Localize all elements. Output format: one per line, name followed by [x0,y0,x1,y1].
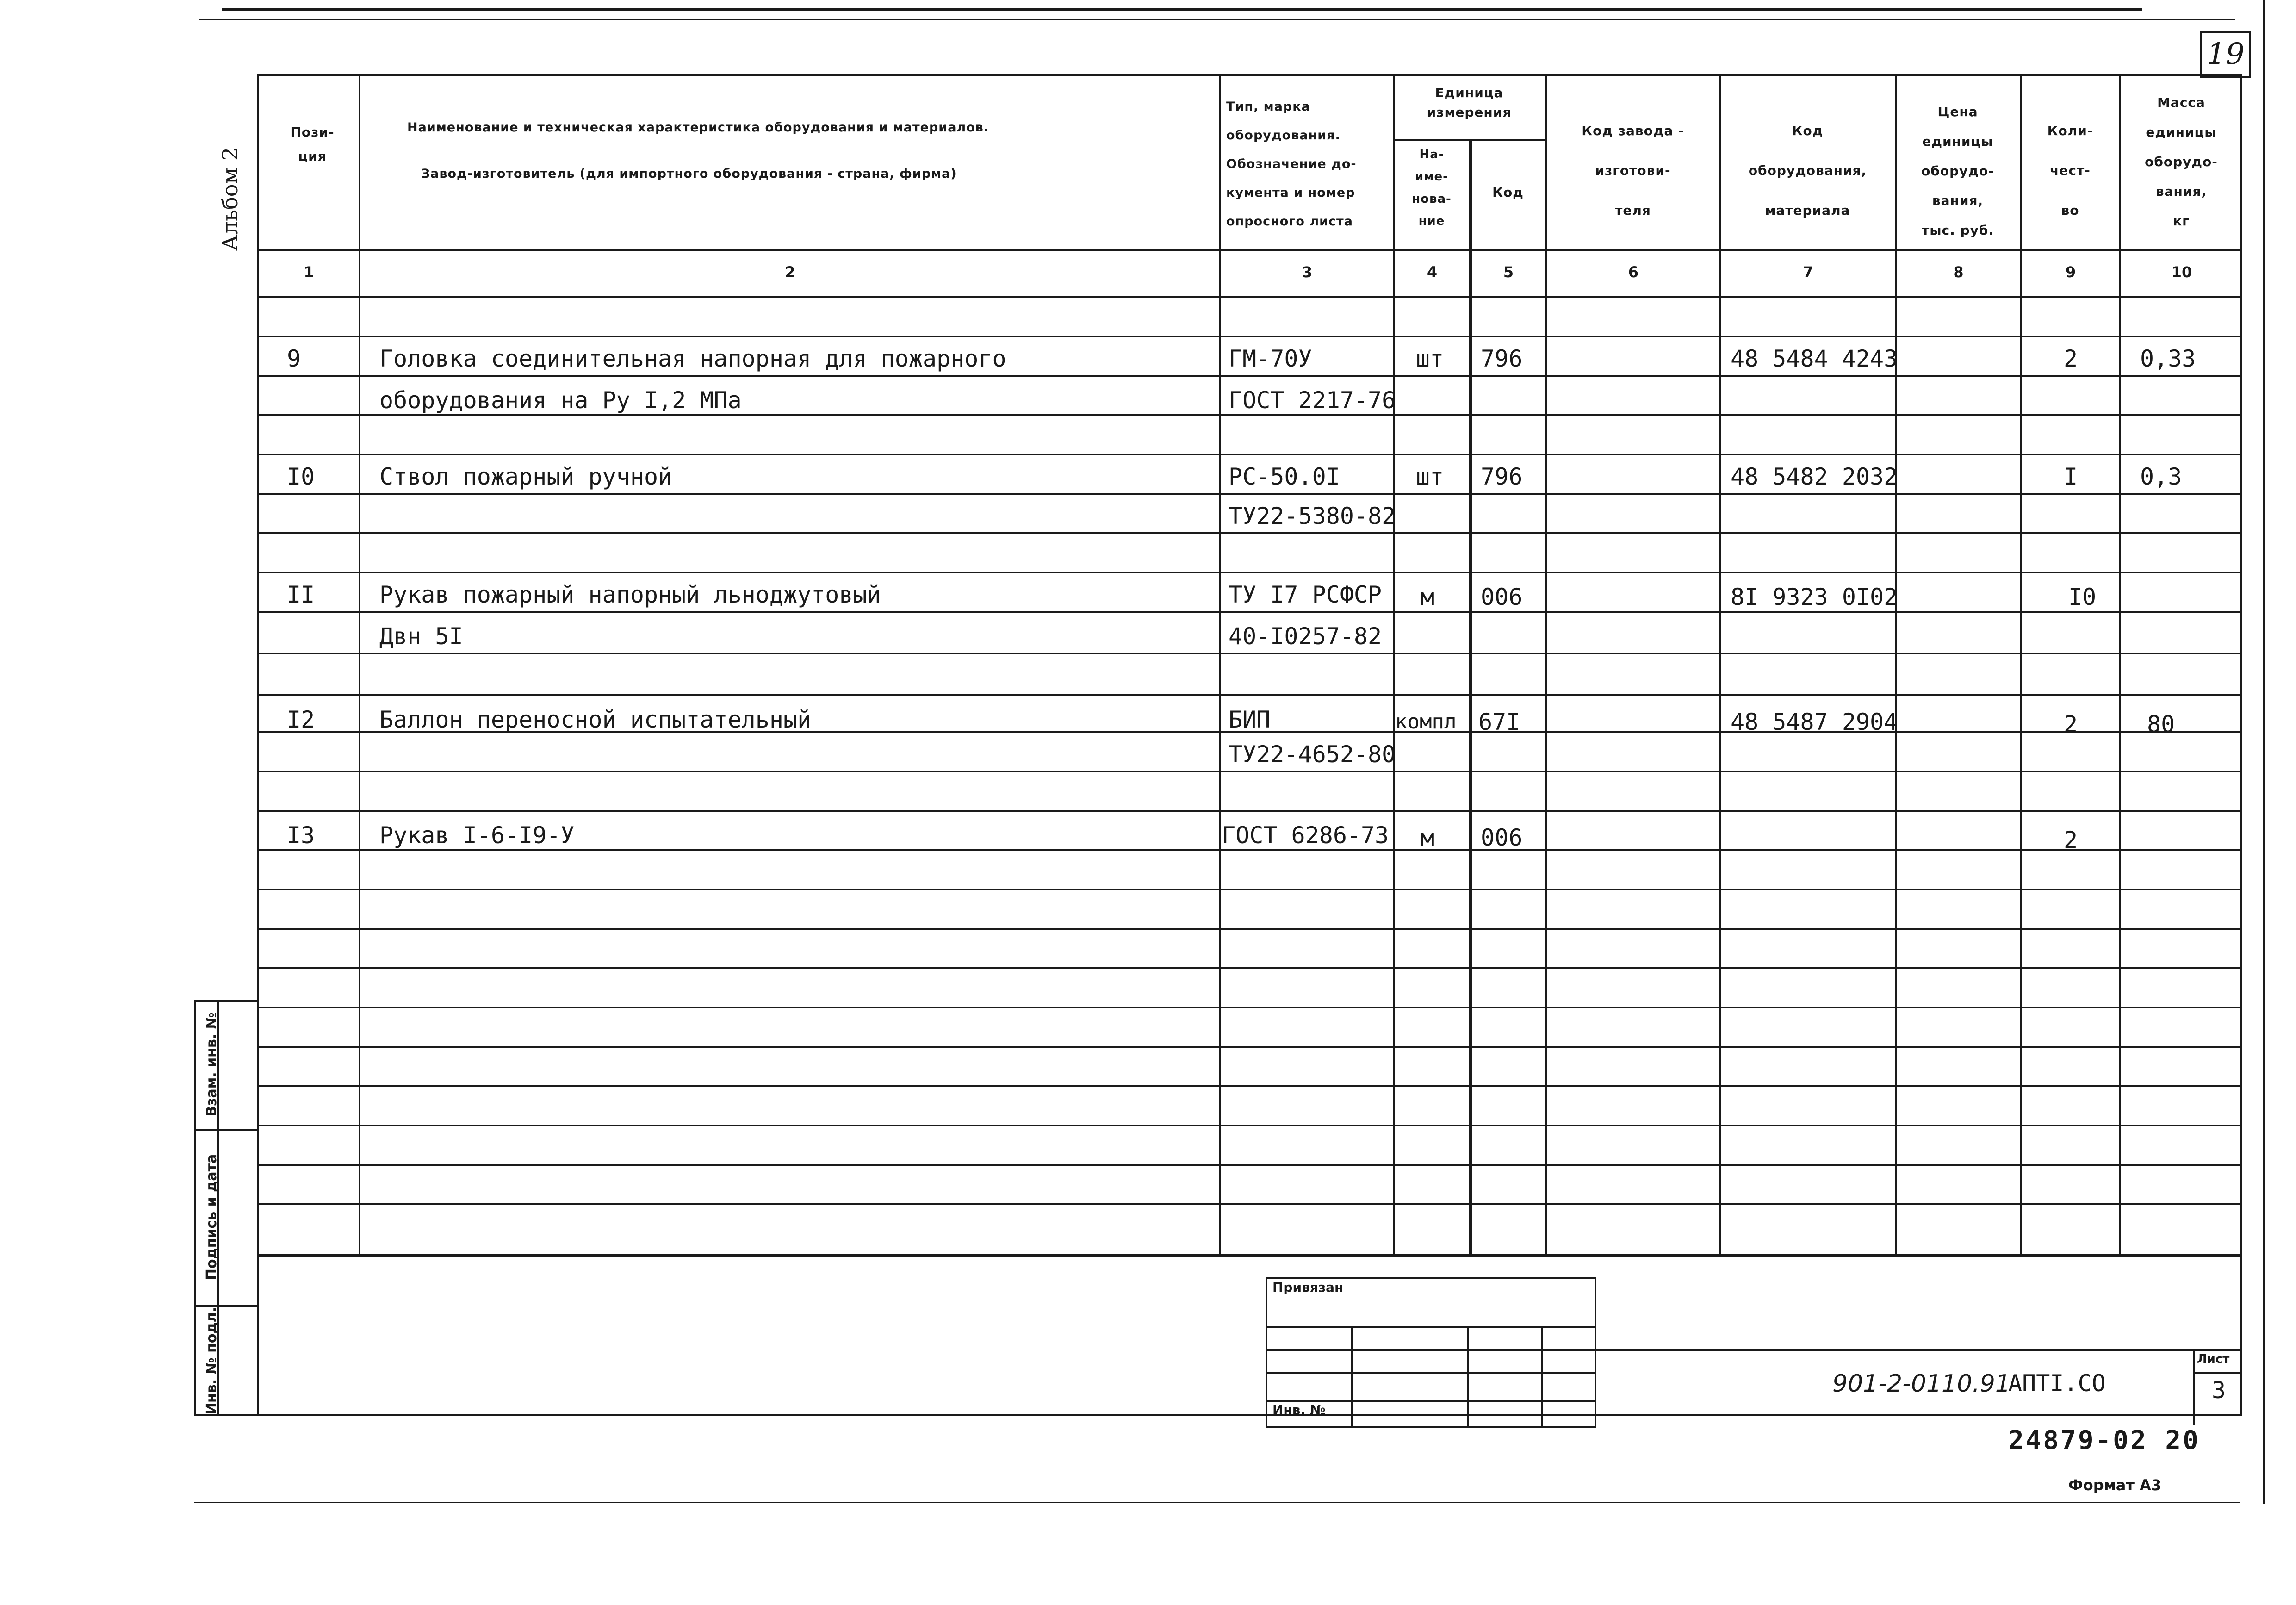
row-type: ГОСТ 2217-76 [1229,387,1396,414]
row-type: ГМ-70У [1229,345,1312,372]
designation: АПТI.СО [2008,1370,2106,1397]
header-name-line-1: Наименование и техническая характеристика оборудования и материалов. [407,120,989,135]
tied-stamp-divider [1467,1326,1469,1428]
header-price: Цена единицы оборудо- вания, тыс. руб. [1921,104,1994,238]
row-line [257,454,2242,455]
row-line [257,653,2242,654]
row-unit-code: 006 [1481,584,1523,610]
designation-handwritten: 901-2-0110.91 [1832,1370,2011,1398]
col-divider [1219,74,1221,1254]
header-mass: Масса единицы оборудо- вания, кг [2145,95,2218,229]
row-type: БИП [1229,706,1271,733]
row-unit: шт [1416,345,1444,372]
row-mass: 0,33 [2140,345,2196,372]
col-divider [1393,74,1395,1254]
row-qty: I0 [2068,584,2097,610]
row-line [257,611,2242,613]
row-unit: шт [1416,463,1444,490]
row-line [257,572,2242,573]
row-position: I3 [287,822,315,849]
row-type: ТУ I7 РСФСР [1229,581,1382,608]
title-block-top [1596,1349,2242,1351]
row-line [257,414,2242,416]
header-name-line-2: Завод-изготовитель (для импортного оборудования - страна, фирма) [421,167,957,181]
row-type: ТУ22-5380-82 [1229,503,1396,529]
row-line [257,1046,2242,1048]
sign-date-label: Подпись и дата [204,1154,220,1281]
header-equipment-code: Код оборудования, материала [1748,123,1867,218]
row-type: ТУ22-4652-80 [1229,741,1396,768]
row-qty: 2 [2064,711,2078,738]
tied-stamp-divider [1351,1326,1353,1428]
column-number: 4 [1427,263,1438,281]
row-type: РС-50.0I [1229,463,1340,490]
col-divider [1545,74,1547,1254]
row-line [257,375,2242,377]
sheet-label-line [2193,1372,2242,1374]
row-qty: 2 [2064,345,2078,372]
row-unit-code: 796 [1481,345,1523,372]
top-border-line-2 [199,19,2235,20]
header-qty: Коли- чест- во [2047,123,2093,218]
row-type: 40-I0257-82 [1229,623,1382,650]
archive-number: 24879-02 20 [2008,1425,2200,1456]
column-number: 7 [1803,263,1813,281]
column-number: 3 [1302,263,1313,281]
column-number: 6 [1628,263,1639,281]
row-qty: 2 [2064,827,2078,853]
bottom-border-line [194,1502,2240,1503]
tied-stamp-line [1266,1326,1596,1328]
tied-label: Привязан [1272,1280,1344,1295]
row-line [257,336,2242,337]
column-number: 8 [1953,263,1964,281]
row-name: Головка соединительная напорная для пожарного [379,345,1006,372]
row-unit-code: 006 [1481,824,1523,851]
header-unit-name: На- име- нова- ние [1412,148,1452,228]
row-line [257,694,2242,696]
row-position: I2 [287,706,315,733]
unit-header-divider [1393,139,1545,141]
page-number: 19 [2207,37,2245,71]
header-type: Тип, марка оборудования. Обозначение до- кумента и номер опросного листа [1226,100,1357,229]
row-name: Ствол пожарный ручной [379,463,672,490]
inv-no-label: Инв. № [1272,1402,1326,1418]
sheet-divider [2193,1349,2195,1425]
tied-stamp-line [1266,1400,1596,1402]
row-line [257,771,2242,772]
row-name: Рукав I-6-I9-У [379,822,575,849]
row-line [257,810,2242,812]
row-equipment-code: 48 5484 4243 [1731,345,1898,372]
top-border-line [222,8,2142,11]
col-divider [2020,74,2022,1254]
tied-stamp-line [1266,1349,1596,1351]
header-unit-code: Код [1492,185,1524,200]
row-unit-code: 67I [1478,709,1520,735]
col-divider [359,74,360,1254]
column-number: 2 [785,263,795,281]
row-unit-code: 796 [1481,463,1523,490]
sheet-label: Лист [2197,1352,2230,1366]
row-name: Баллон переносной испытательный [379,706,812,733]
row-position: 9 [287,345,301,372]
row-line [257,928,2242,930]
row-name: Рукав пожарный напорный льноджутовый [379,581,881,608]
col-divider [1719,74,1721,1254]
row-type: ГОСТ 6286-73 [1222,822,1389,849]
inv-no-orig-label: Инв. № подл. [204,1306,220,1415]
row-equipment-code: 48 5482 2032 [1731,463,1898,490]
col-divider [1895,74,1897,1254]
format-label: Формат А3 [2068,1476,2162,1494]
row-name: оборудования на Ру I,2 МПа [379,387,742,414]
album-label: Альбом 2 [217,147,242,251]
tied-stamp-line [1266,1372,1596,1374]
row-equipment-code: 48 5487 2904 [1731,709,1898,735]
row-name: Двн 5I [379,623,463,650]
right-border-line [2263,0,2265,1504]
header-position: Пози- ция [290,124,335,164]
row-line [257,1254,2242,1257]
colnum-bottom-line [257,296,2242,298]
row-position: II [287,581,315,608]
row-unit: м [1421,824,1435,851]
side-stamp-row-line [194,1129,259,1131]
row-mass: 80 [2147,711,2175,738]
sheet-number: 3 [2211,1377,2226,1404]
row-line [257,532,2242,534]
tied-stamp-divider [1541,1326,1543,1428]
row-line [257,889,2242,890]
row-line [257,849,2242,851]
row-line [257,967,2242,969]
row-position: I0 [287,463,315,490]
row-line [257,1085,2242,1087]
row-qty: I [2064,463,2078,490]
inv-no-replace-label: Взам. инв. № [204,1012,220,1117]
row-mass: 0,3 [2140,463,2182,490]
col-divider [2119,74,2121,1254]
header-unit: Единица измерения [1427,85,1512,120]
row-line [257,1203,2242,1205]
row-unit: компл [1395,710,1457,734]
header-factory-code: Код завода - изготови- теля [1582,123,1684,218]
column-number: 1 [304,263,314,281]
row-line [257,493,2242,495]
row-equipment-code: 8I 9323 0I02 [1731,584,1898,610]
column-number: 10 [2171,263,2192,281]
row-unit: м [1421,584,1435,610]
row-line [257,1007,2242,1008]
column-number: 5 [1503,263,1514,281]
row-line [257,1125,2242,1126]
row-line [257,1164,2242,1166]
column-number: 9 [2065,263,2076,281]
